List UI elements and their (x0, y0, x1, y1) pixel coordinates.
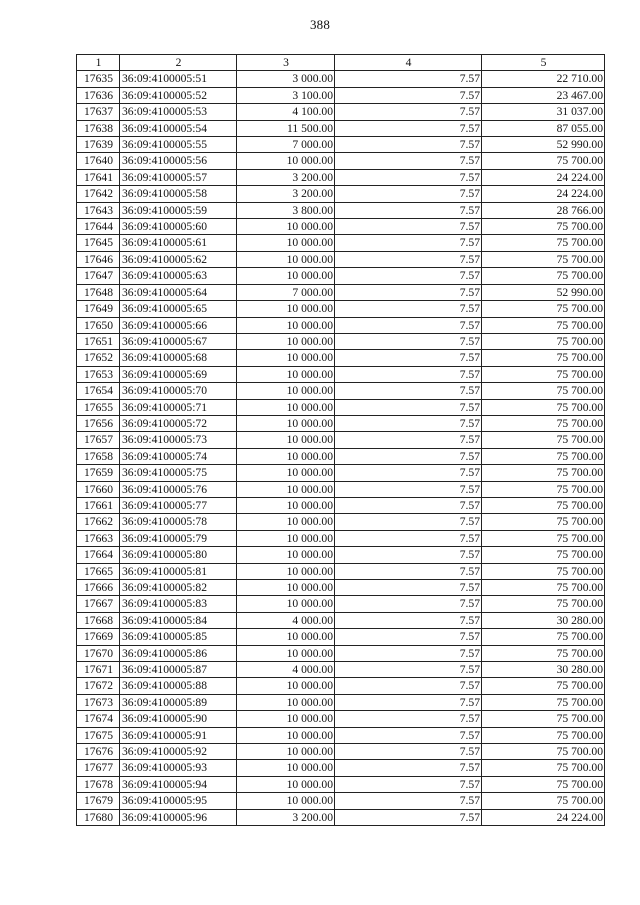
rate-cell: 7.57 (335, 366, 482, 382)
cadastral-number-cell: 36:09:4100005:72 (120, 415, 237, 431)
table-row (77, 563, 605, 579)
cadastral-number-cell: 36:09:4100005:81 (120, 563, 237, 579)
rate-cell: 7.57 (335, 514, 482, 530)
cadastral-number-cell: 36:09:4100005:84 (120, 612, 237, 628)
area-cell: 4 100.00 (237, 104, 335, 120)
area-cell: 3 800.00 (237, 202, 335, 218)
cadastral-number-cell: 36:09:4100005:87 (120, 662, 237, 678)
header-row (77, 55, 605, 71)
area-cell: 3 200.00 (237, 809, 335, 825)
area-cell: 10 000.00 (237, 760, 335, 776)
row-number-cell: 17656 (77, 415, 120, 431)
rate-cell: 7.57 (335, 71, 482, 87)
area-cell: 10 000.00 (237, 465, 335, 481)
table-row (77, 465, 605, 481)
value-cell: 75 700.00 (482, 711, 605, 727)
row-number-cell: 17642 (77, 186, 120, 202)
area-cell: 10 000.00 (237, 251, 335, 267)
rate-cell: 7.57 (335, 481, 482, 497)
cadastral-number-cell: 36:09:4100005:61 (120, 235, 237, 251)
table-row (77, 71, 605, 87)
area-cell: 10 000.00 (237, 580, 335, 596)
value-cell: 75 700.00 (482, 776, 605, 792)
value-cell: 87 055.00 (482, 120, 605, 136)
cadastral-number-cell: 36:09:4100005:53 (120, 104, 237, 120)
cadastral-number-cell: 36:09:4100005:80 (120, 547, 237, 563)
table-row (77, 333, 605, 349)
row-number-cell: 17663 (77, 530, 120, 546)
area-cell: 10 000.00 (237, 235, 335, 251)
rate-cell: 7.57 (335, 448, 482, 464)
area-cell: 10 000.00 (237, 481, 335, 497)
area-cell: 10 000.00 (237, 268, 335, 284)
value-cell: 75 700.00 (482, 268, 605, 284)
value-cell: 75 700.00 (482, 760, 605, 776)
row-number-cell: 17675 (77, 727, 120, 743)
value-cell: 75 700.00 (482, 366, 605, 382)
area-cell: 10 000.00 (237, 711, 335, 727)
value-cell: 28 766.00 (482, 202, 605, 218)
table-body (77, 71, 605, 826)
cadastral-number-cell: 36:09:4100005:83 (120, 596, 237, 612)
area-cell: 10 000.00 (237, 383, 335, 399)
table-row (77, 137, 605, 153)
area-cell: 10 000.00 (237, 744, 335, 760)
area-cell: 10 000.00 (237, 563, 335, 579)
row-number-cell: 17653 (77, 366, 120, 382)
area-cell: 10 000.00 (237, 301, 335, 317)
area-cell: 10 000.00 (237, 645, 335, 661)
table-row (77, 514, 605, 530)
rate-cell: 7.57 (335, 580, 482, 596)
row-number-cell: 17666 (77, 580, 120, 596)
row-number-cell: 17640 (77, 153, 120, 169)
cadastral-number-cell: 36:09:4100005:64 (120, 284, 237, 300)
row-number-cell: 17664 (77, 547, 120, 563)
value-cell: 30 280.00 (482, 662, 605, 678)
rate-cell: 7.57 (335, 530, 482, 546)
table-row (77, 711, 605, 727)
value-cell: 75 700.00 (482, 727, 605, 743)
cadastral-number-cell: 36:09:4100005:91 (120, 727, 237, 743)
value-cell: 75 700.00 (482, 744, 605, 760)
rate-cell: 7.57 (335, 153, 482, 169)
value-cell: 75 700.00 (482, 580, 605, 596)
area-cell: 11 500.00 (237, 120, 335, 136)
rate-cell: 7.57 (335, 711, 482, 727)
rate-cell: 7.57 (335, 776, 482, 792)
rate-cell: 7.57 (335, 809, 482, 825)
cadastral-number-cell: 36:09:4100005:74 (120, 448, 237, 464)
value-cell: 22 710.00 (482, 71, 605, 87)
value-cell: 75 700.00 (482, 251, 605, 267)
rate-cell: 7.57 (335, 744, 482, 760)
row-number-cell: 17637 (77, 104, 120, 120)
cadastral-number-cell: 36:09:4100005:56 (120, 153, 237, 169)
value-cell: 75 700.00 (482, 153, 605, 169)
rate-cell: 7.57 (335, 694, 482, 710)
column-header-1: 1 (77, 55, 120, 71)
value-cell: 75 700.00 (482, 415, 605, 431)
table-row (77, 580, 605, 596)
row-number-cell: 17670 (77, 645, 120, 661)
area-cell: 10 000.00 (237, 399, 335, 415)
cadastral-number-cell: 36:09:4100005:77 (120, 497, 237, 513)
table-row (77, 481, 605, 497)
row-number-cell: 17679 (77, 793, 120, 809)
area-cell: 10 000.00 (237, 432, 335, 448)
row-number-cell: 17659 (77, 465, 120, 481)
rate-cell: 7.57 (335, 399, 482, 415)
cadastral-number-cell: 36:09:4100005:68 (120, 350, 237, 366)
rate-cell: 7.57 (335, 497, 482, 513)
rate-cell: 7.57 (335, 662, 482, 678)
rate-cell: 7.57 (335, 251, 482, 267)
area-cell: 3 200.00 (237, 169, 335, 185)
row-number-cell: 17648 (77, 284, 120, 300)
row-number-cell: 17652 (77, 350, 120, 366)
cadastral-number-cell: 36:09:4100005:51 (120, 71, 237, 87)
rate-cell: 7.57 (335, 465, 482, 481)
area-cell: 10 000.00 (237, 547, 335, 563)
cadastral-number-cell: 36:09:4100005:92 (120, 744, 237, 760)
cadastral-number-cell: 36:09:4100005:94 (120, 776, 237, 792)
table-row (77, 350, 605, 366)
table-row (77, 399, 605, 415)
value-cell: 75 700.00 (482, 383, 605, 399)
row-number-cell: 17660 (77, 481, 120, 497)
table-row (77, 596, 605, 612)
rate-cell: 7.57 (335, 202, 482, 218)
rate-cell: 7.57 (335, 120, 482, 136)
table-row (77, 87, 605, 103)
cadastral-number-cell: 36:09:4100005:88 (120, 678, 237, 694)
cadastral-number-cell: 36:09:4100005:62 (120, 251, 237, 267)
rate-cell: 7.57 (335, 678, 482, 694)
area-cell: 10 000.00 (237, 514, 335, 530)
rate-cell: 7.57 (335, 137, 482, 153)
value-cell: 75 700.00 (482, 547, 605, 563)
rate-cell: 7.57 (335, 629, 482, 645)
rate-cell: 7.57 (335, 612, 482, 628)
row-number-cell: 17661 (77, 497, 120, 513)
area-cell: 4 000.00 (237, 662, 335, 678)
row-number-cell: 17643 (77, 202, 120, 218)
rate-cell: 7.57 (335, 432, 482, 448)
column-header-3: 3 (237, 55, 335, 71)
row-number-cell: 17638 (77, 120, 120, 136)
cadastral-number-cell: 36:09:4100005:96 (120, 809, 237, 825)
row-number-cell: 17671 (77, 662, 120, 678)
cadastral-number-cell: 36:09:4100005:55 (120, 137, 237, 153)
table-row (77, 235, 605, 251)
row-number-cell: 17665 (77, 563, 120, 579)
row-number-cell: 17641 (77, 169, 120, 185)
area-cell: 10 000.00 (237, 333, 335, 349)
value-cell: 24 224.00 (482, 169, 605, 185)
table-row (77, 530, 605, 546)
area-cell: 4 000.00 (237, 612, 335, 628)
table-row (77, 744, 605, 760)
row-number-cell: 17658 (77, 448, 120, 464)
area-cell: 10 000.00 (237, 415, 335, 431)
value-cell: 75 700.00 (482, 694, 605, 710)
row-number-cell: 17636 (77, 87, 120, 103)
rate-cell: 7.57 (335, 284, 482, 300)
row-number-cell: 17669 (77, 629, 120, 645)
cadastral-number-cell: 36:09:4100005:89 (120, 694, 237, 710)
rate-cell: 7.57 (335, 383, 482, 399)
cadastral-number-cell: 36:09:4100005:76 (120, 481, 237, 497)
column-header-5: 5 (482, 55, 605, 71)
value-cell: 30 280.00 (482, 612, 605, 628)
table-row (77, 268, 605, 284)
area-cell: 10 000.00 (237, 694, 335, 710)
cadastral-number-cell: 36:09:4100005:73 (120, 432, 237, 448)
cadastral-number-cell: 36:09:4100005:90 (120, 711, 237, 727)
row-number-cell: 17678 (77, 776, 120, 792)
rate-cell: 7.57 (335, 317, 482, 333)
table-row (77, 809, 605, 825)
value-cell: 75 700.00 (482, 432, 605, 448)
row-number-cell: 17649 (77, 301, 120, 317)
row-number-cell: 17639 (77, 137, 120, 153)
value-cell: 24 224.00 (482, 186, 605, 202)
cadastral-number-cell: 36:09:4100005:65 (120, 301, 237, 317)
table-row (77, 645, 605, 661)
rate-cell: 7.57 (335, 596, 482, 612)
table-row (77, 104, 605, 120)
table-row (77, 415, 605, 431)
table-row (77, 497, 605, 513)
area-cell: 10 000.00 (237, 350, 335, 366)
rate-cell: 7.57 (335, 169, 482, 185)
value-cell: 75 700.00 (482, 235, 605, 251)
table-row (77, 547, 605, 563)
table-row (77, 678, 605, 694)
row-number-cell: 17662 (77, 514, 120, 530)
table-header (77, 55, 605, 71)
cadastral-number-cell: 36:09:4100005:60 (120, 219, 237, 235)
area-cell: 7 000.00 (237, 137, 335, 153)
table-row (77, 629, 605, 645)
rate-cell: 7.57 (335, 645, 482, 661)
value-cell: 75 700.00 (482, 596, 605, 612)
rate-cell: 7.57 (335, 727, 482, 743)
row-number-cell: 17654 (77, 383, 120, 399)
rate-cell: 7.57 (335, 186, 482, 202)
table-row (77, 760, 605, 776)
table-row (77, 383, 605, 399)
rate-cell: 7.57 (335, 415, 482, 431)
table-row (77, 284, 605, 300)
value-cell: 75 700.00 (482, 497, 605, 513)
table-row (77, 169, 605, 185)
table-row (77, 793, 605, 809)
table-row (77, 202, 605, 218)
value-cell: 75 700.00 (482, 465, 605, 481)
row-number-cell: 17657 (77, 432, 120, 448)
value-cell: 24 224.00 (482, 809, 605, 825)
cadastral-number-cell: 36:09:4100005:70 (120, 383, 237, 399)
row-number-cell: 17676 (77, 744, 120, 760)
page-number: 388 (309, 17, 331, 32)
area-cell: 10 000.00 (237, 776, 335, 792)
rate-cell: 7.57 (335, 219, 482, 235)
table-row (77, 153, 605, 169)
area-cell: 3 100.00 (237, 87, 335, 103)
row-number-cell: 17646 (77, 251, 120, 267)
cadastral-number-cell: 36:09:4100005:59 (120, 202, 237, 218)
row-number-cell: 17677 (77, 760, 120, 776)
cadastral-number-cell: 36:09:4100005:85 (120, 629, 237, 645)
rate-cell: 7.57 (335, 104, 482, 120)
cadastral-number-cell: 36:09:4100005:86 (120, 645, 237, 661)
area-cell: 10 000.00 (237, 629, 335, 645)
rate-cell: 7.57 (335, 87, 482, 103)
area-cell: 10 000.00 (237, 596, 335, 612)
row-number-cell: 17651 (77, 333, 120, 349)
table-row (77, 366, 605, 382)
table-row (77, 662, 605, 678)
rate-cell: 7.57 (335, 760, 482, 776)
cadastral-number-cell: 36:09:4100005:54 (120, 120, 237, 136)
table-row (77, 301, 605, 317)
cadastral-number-cell: 36:09:4100005:78 (120, 514, 237, 530)
table-row (77, 694, 605, 710)
table-row (77, 219, 605, 235)
value-cell: 75 700.00 (482, 793, 605, 809)
value-cell: 75 700.00 (482, 317, 605, 333)
area-cell: 10 000.00 (237, 219, 335, 235)
row-number-cell: 17655 (77, 399, 120, 415)
row-number-cell: 17673 (77, 694, 120, 710)
cadastral-number-cell: 36:09:4100005:69 (120, 366, 237, 382)
table-row (77, 251, 605, 267)
rate-cell: 7.57 (335, 301, 482, 317)
cadastral-number-cell: 36:09:4100005:82 (120, 580, 237, 596)
value-cell: 52 990.00 (482, 137, 605, 153)
table-row (77, 186, 605, 202)
value-cell: 75 700.00 (482, 350, 605, 366)
table-row (77, 776, 605, 792)
value-cell: 75 700.00 (482, 448, 605, 464)
area-cell: 10 000.00 (237, 153, 335, 169)
table-row (77, 612, 605, 628)
area-cell: 10 000.00 (237, 448, 335, 464)
cadastral-number-cell: 36:09:4100005:63 (120, 268, 237, 284)
cadastral-number-cell: 36:09:4100005:52 (120, 87, 237, 103)
value-cell: 75 700.00 (482, 629, 605, 645)
rate-cell: 7.57 (335, 333, 482, 349)
table-row (77, 432, 605, 448)
table-row (77, 120, 605, 136)
cadastral-number-cell: 36:09:4100005:58 (120, 186, 237, 202)
value-cell: 23 467.00 (482, 87, 605, 103)
row-number-cell: 17647 (77, 268, 120, 284)
cadastral-number-cell: 36:09:4100005:71 (120, 399, 237, 415)
area-cell: 10 000.00 (237, 793, 335, 809)
cadastral-number-cell: 36:09:4100005:93 (120, 760, 237, 776)
value-cell: 75 700.00 (482, 678, 605, 694)
column-header-4: 4 (335, 55, 482, 71)
row-number-cell: 17667 (77, 596, 120, 612)
rate-cell: 7.57 (335, 268, 482, 284)
rate-cell: 7.57 (335, 547, 482, 563)
cadastral-number-cell: 36:09:4100005:79 (120, 530, 237, 546)
rate-cell: 7.57 (335, 350, 482, 366)
row-number-cell: 17650 (77, 317, 120, 333)
table-row (77, 317, 605, 333)
area-cell: 10 000.00 (237, 530, 335, 546)
value-cell: 75 700.00 (482, 301, 605, 317)
row-number-cell: 17674 (77, 711, 120, 727)
area-cell: 3 000.00 (237, 71, 335, 87)
rate-cell: 7.57 (335, 235, 482, 251)
area-cell: 3 200.00 (237, 186, 335, 202)
row-number-cell: 17680 (77, 809, 120, 825)
cadastral-number-cell: 36:09:4100005:75 (120, 465, 237, 481)
value-cell: 75 700.00 (482, 333, 605, 349)
row-number-cell: 17645 (77, 235, 120, 251)
area-cell: 10 000.00 (237, 317, 335, 333)
value-cell: 75 700.00 (482, 563, 605, 579)
value-cell: 52 990.00 (482, 284, 605, 300)
column-header-2: 2 (120, 55, 237, 71)
cadastral-number-cell: 36:09:4100005:57 (120, 169, 237, 185)
cadastral-number-cell: 36:09:4100005:95 (120, 793, 237, 809)
row-number-cell: 17635 (77, 71, 120, 87)
area-cell: 10 000.00 (237, 727, 335, 743)
row-number-cell: 17644 (77, 219, 120, 235)
value-cell: 75 700.00 (482, 219, 605, 235)
table-row (77, 727, 605, 743)
value-cell: 31 037.00 (482, 104, 605, 120)
cadastral-number-cell: 36:09:4100005:67 (120, 333, 237, 349)
table-row (77, 448, 605, 464)
value-cell: 75 700.00 (482, 645, 605, 661)
value-cell: 75 700.00 (482, 399, 605, 415)
rate-cell: 7.57 (335, 563, 482, 579)
cadastral-number-cell: 36:09:4100005:66 (120, 317, 237, 333)
area-cell: 10 000.00 (237, 678, 335, 694)
row-number-cell: 17672 (77, 678, 120, 694)
value-cell: 75 700.00 (482, 530, 605, 546)
area-cell: 10 000.00 (237, 366, 335, 382)
area-cell: 7 000.00 (237, 284, 335, 300)
rate-cell: 7.57 (335, 793, 482, 809)
data-table (76, 54, 605, 826)
row-number-cell: 17668 (77, 612, 120, 628)
value-cell: 75 700.00 (482, 514, 605, 530)
value-cell: 75 700.00 (482, 481, 605, 497)
area-cell: 10 000.00 (237, 497, 335, 513)
